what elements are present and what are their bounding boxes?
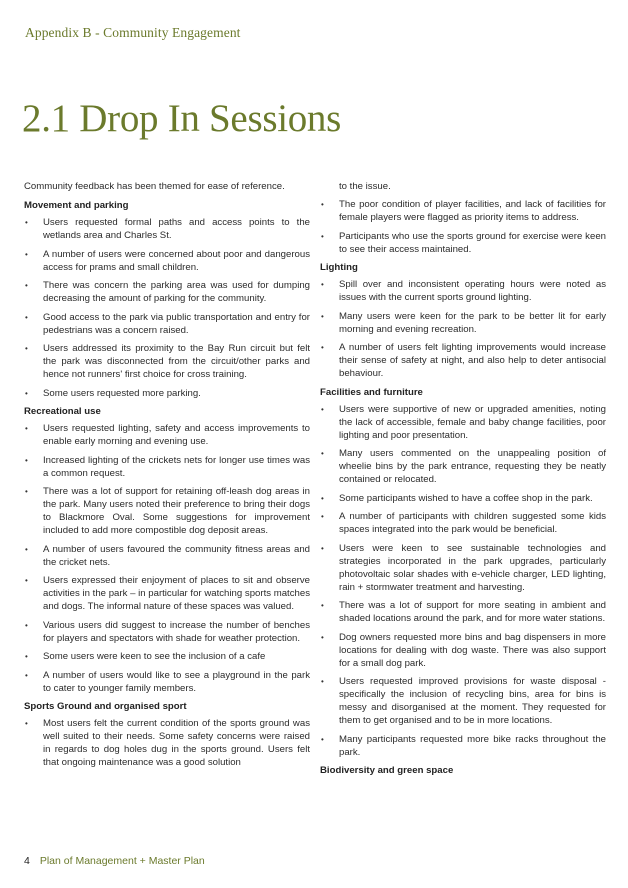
bullet-item: • Many users were keen for the park to be better lit for early morning and evening recreation.: [320, 310, 606, 336]
section-heading: Biodiversity and green space: [320, 765, 454, 776]
section-heading: Sports Ground and organised sport: [24, 701, 187, 712]
section-heading: Movement and parking: [24, 200, 129, 211]
bullet-item: • Users were supportive of new or upgraded amenities, noting the lack of accessible, female and baby change facilities, poor lighting and poor presentation.: [320, 403, 606, 442]
bullet-item: • Users requested lighting, safety and access improvements to enable early morning and evening use.: [24, 422, 310, 448]
section-heading: Recreational use: [24, 406, 101, 417]
bullet-item: • Users addressed its proximity to the Bay Run circuit but felt the park was disconnected from the circuit/other parks and hence not runners' first choice for cross training.: [24, 342, 310, 381]
bullet-item: • Various users did suggest to increase the number of benches for players and spectators with shade for weather protection.: [24, 619, 310, 645]
document-title: Plan of Management + Master Plan: [39, 855, 205, 867]
bullet-item: • There was a lot of support for retaining off-leash dog areas in the park. Many users noted their preference to bring their dogs to Blackmore Oval. Some suggestions for improvement included to add more compostible dog deposit areas.: [24, 485, 310, 537]
bullet-list: [320, 198, 606, 256]
bullet-list: [320, 278, 606, 380]
bullet-item: • The poor condition of player facilities, and lack of facilities for female players were flagged as priority items to address.: [320, 198, 606, 224]
bullet-item: • Most users felt the current condition of the sports ground was well suited to their needs. Some safety concerns were raised in regards to dog holes dug in the sports ground. Users felt that ongoing maintenance was a good solution: [24, 717, 310, 769]
bullet-item: • Some users requested more parking.: [24, 387, 310, 400]
bullet-item: • A number of users felt lighting improvements would increase their sense of safety at night, and also help to deter antisocial behaviour.: [320, 341, 606, 380]
bullet-item: • A number of users favoured the community fitness areas and the cricket nets.: [24, 543, 310, 569]
left-sections: [24, 199, 310, 769]
bullet-item: • Dog owners requested more bins and bag dispensers in more locations for dealing with dog waste. There was also support for a small dog park.: [320, 631, 606, 670]
bullet-item: • Participants who use the sports ground for exercise were keen to see their access maintained.: [320, 230, 606, 256]
bullet-item: • Users requested formal paths and access points to the wetlands area and Charles St.: [24, 216, 310, 242]
right-sections: [320, 261, 606, 777]
appendix-label: Appendix B - Community Engagement: [25, 25, 241, 40]
bullet-item: • A number of users would like to see a playground in the park to cater to younger family members.: [24, 669, 310, 695]
bullet-item: • Many participants requested more bike racks throughout the park.: [320, 733, 606, 759]
bullet-item: • There was a lot of support for more seating in ambient and shaded locations around the park, and for more water stations.: [320, 599, 606, 625]
intro-text: Community feedback has been themed for ease of reference.: [24, 181, 285, 192]
bullet-list: [24, 717, 310, 769]
section-heading: Lighting: [320, 262, 358, 273]
section-heading: Facilities and furniture: [320, 386, 423, 398]
bullet-item: • A number of users were concerned about poor and dangerous access for prams and small children.: [24, 248, 310, 274]
bullet-item: • There was concern the parking area was used for dumping decreasing the amount of parking for the community.: [24, 279, 310, 305]
bullet-item: • Many users commented on the unappealing position of wheelie bins by the park entrance, requesting they be neatly contained or relocated.: [320, 447, 606, 486]
bullet-item: • A number of participants with children suggested some kids spaces integrated into the park would be beneficial.: [320, 510, 606, 536]
bullet-item: • Some users were keen to see the inclusion of a cafe: [24, 650, 310, 663]
bullet-list: [24, 422, 310, 695]
bullet-item: • Spill over and inconsistent operating hours were noted as issues with the current sports ground lighting.: [320, 278, 606, 304]
right-column: [320, 180, 606, 781]
bullet-item: • Increased lighting of the crickets nets for longer use times was a common request.: [24, 454, 310, 480]
bullet-item: • Good access to the park via public transportation and entry for pedestrians was a concern raised.: [24, 311, 310, 337]
bullet-item: • Some participants wished to have a coffee shop in the park.: [320, 492, 606, 505]
bullet-item: • Users were keen to see sustainable technologies and strategies incorporated in the park upgrades, particularly photovoltaic solar shades with e-vehicle charger, LED lighting, rain + stormwater treatment and harvesting.: [320, 542, 606, 594]
bullet-item: • Users requested improved provisions for waste disposal - specifically the inclusion of recycling bins, area for bins is messy and disorganised at the moment. They requested for them to get organised and to be in more locations.: [320, 675, 606, 727]
bullet-list: [24, 216, 310, 400]
page-title: 2.1 Drop In Sessions: [22, 97, 342, 140]
page-number: 4: [24, 855, 30, 867]
left-column: [24, 180, 310, 775]
page-footer: [24, 855, 205, 867]
continuation-text: to the issue.: [339, 181, 391, 192]
bullet-list: [320, 403, 606, 759]
bullet-item: • Users expressed their enjoyment of places to sit and observe activities in the park – in particular for watching sports matches and dogs. The informal nature of these spaces was valued.: [24, 574, 310, 613]
